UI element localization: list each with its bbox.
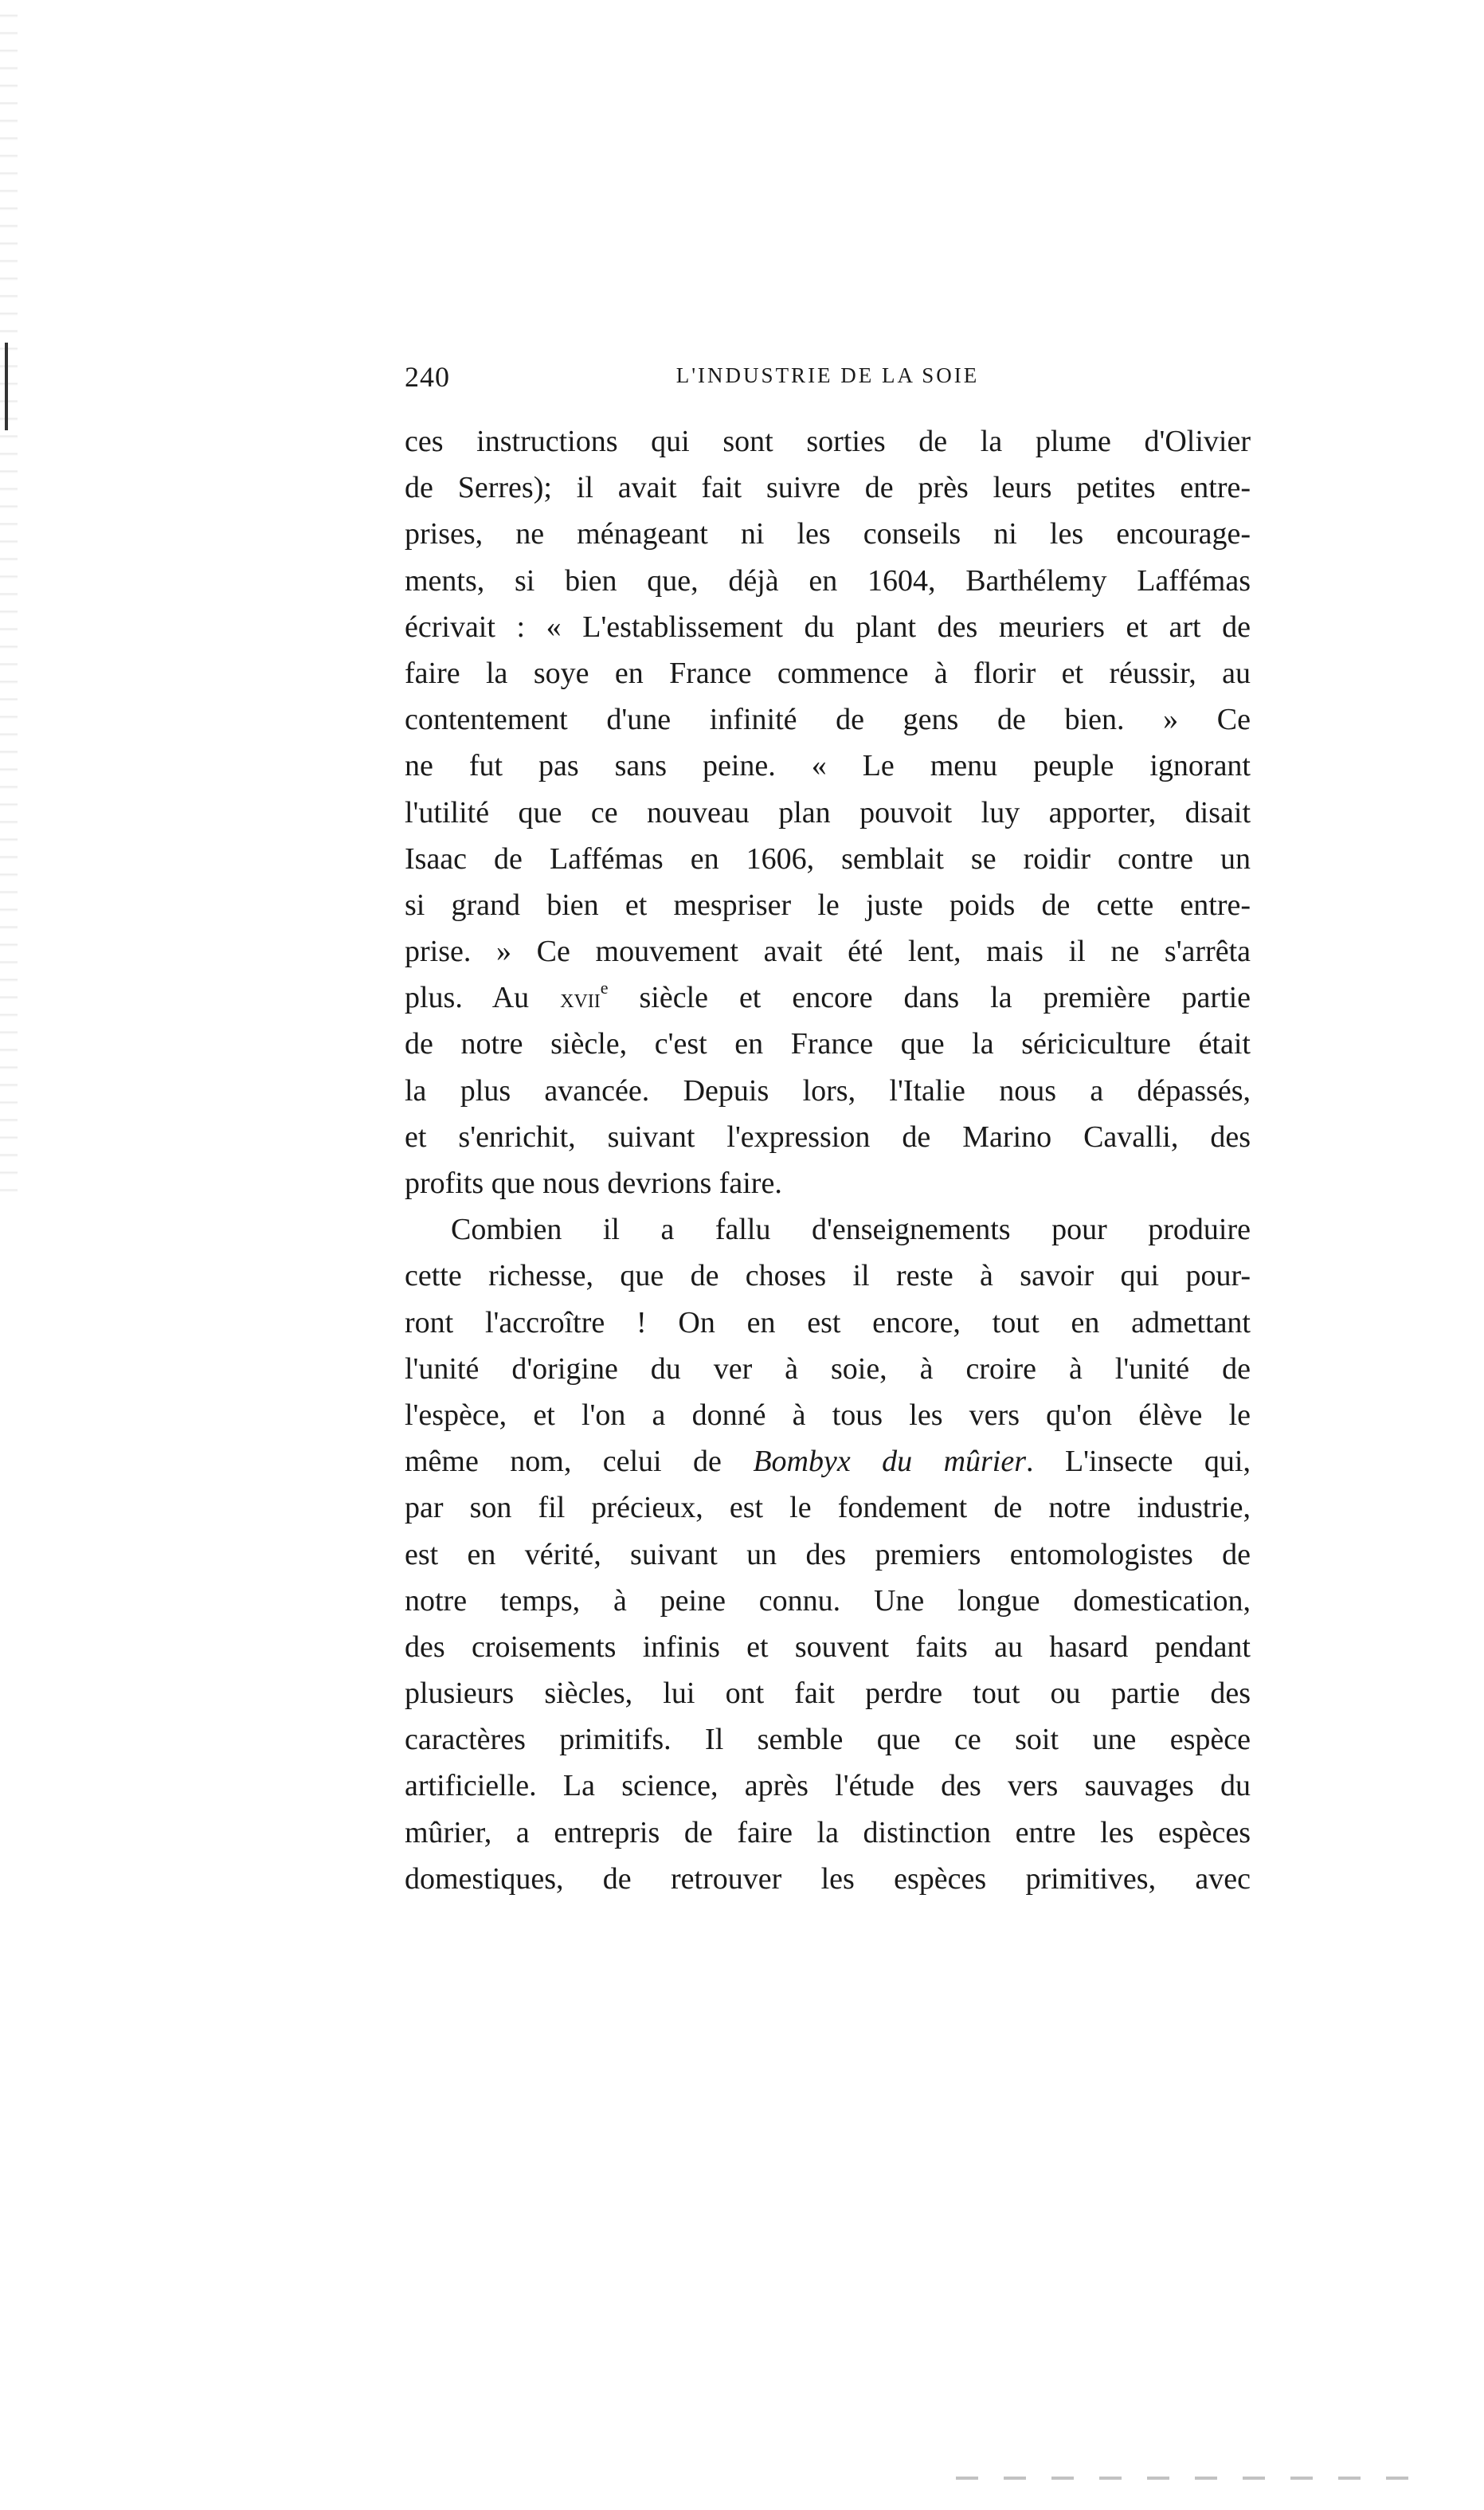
text-line: contentement d'une infinité de gens de bien. » Ce <box>405 703 1251 737</box>
century-numeral: xvii <box>560 984 601 1014</box>
scan-edge-artifact <box>0 0 18 1195</box>
text-line: écrivait : « L'establissement du plant des meuriers et art de <box>405 610 1251 644</box>
text-line: notre temps, à peine connu. Une longue domestication, <box>405 1583 1251 1618</box>
text-line: profits que nous devrions faire. <box>405 1167 782 1200</box>
text-line: ments, si bien que, déjà en 1604, Barthélemy Laffémas <box>405 563 1251 598</box>
text-line: prises, ne ménageant ni les conseils ni les encourage- <box>405 517 1251 551</box>
text-line: mûrier, a entrepris de faire la distinction entre les espèces <box>405 1815 1251 1849</box>
text-line: cette richesse, que de choses il reste à savoir qui pour- <box>405 1259 1251 1293</box>
running-title: L'INDUSTRIE DE LA SOIE <box>675 363 980 387</box>
text-line: l'utilité que ce nouveau plan pouvoit luy apporter, disait <box>405 795 1251 829</box>
century-superscript: e <box>600 978 609 998</box>
text-line: l'espèce, et l'on a donné à tous les vers qu'on élève le <box>405 1398 1251 1432</box>
text-line-century <box>405 975 1251 1021</box>
text-line: plusieurs siècles, lui ont fait perdre tout ou partie des <box>405 1677 1251 1711</box>
text-line: des croisements infinis et souvent faits au hasard pendant <box>405 1630 1251 1664</box>
text-line: ces instructions qui sont sorties de la plume d'Olivier <box>405 425 1251 458</box>
species-name: Bombyx du mûrier <box>753 1445 1027 1479</box>
text-line: la plus avancée. Depuis lors, l'Italie nous a dépassés, <box>405 1073 1251 1108</box>
text-line: ne fut pas sans peine. « Le menu peuple ignorant <box>405 749 1251 783</box>
text-line: par son fil précieux, est le fondement de notre industrie, <box>405 1491 1251 1525</box>
text-line: ront l'accroître ! On en est encore, tout en admettant <box>405 1305 1251 1339</box>
body-text <box>405 418 1251 1902</box>
text-line: prise. » Ce mouvement avait été lent, mais il ne s'arrêta <box>405 935 1251 969</box>
text-segment: même nom, celui de <box>405 1445 754 1479</box>
text-line: est en vérité, suivant un des premiers entomologistes de <box>405 1537 1251 1571</box>
text-line: l'unité d'origine du ver à soie, à croire à l'unité de <box>405 1351 1251 1386</box>
scan-edge-mark <box>5 343 8 430</box>
paragraph-start-line: Combien il a fallu d'enseignements pour produire <box>451 1213 1251 1247</box>
scan-footer-artifact <box>956 2477 1434 2480</box>
text-line: domestiques, de retrouver les espèces primitives, avec <box>405 1861 1251 1896</box>
text-segment: siècle et encore dans la première partie <box>608 981 1251 1015</box>
text-line: faire la soye en France commence à florir et réussir, au <box>405 656 1251 690</box>
text-line: si grand bien et mespriser le juste poids de cette entre- <box>405 888 1251 922</box>
text-line: caractères primitifs. Il semble que ce soit une espèce <box>405 1723 1251 1757</box>
text-line: de notre siècle, c'est en France que la sériciculture était <box>405 1027 1251 1061</box>
text-segment: plus. Au <box>405 981 561 1015</box>
running-head <box>405 360 1251 400</box>
text-line: de Serres); il avait fait suivre de près leurs petites entre- <box>405 471 1251 505</box>
text-segment: . L'insecte qui, <box>1026 1445 1251 1479</box>
text-line: artificielle. La science, après l'étude des vers sauvages du <box>405 1769 1251 1803</box>
text-line-bombyx <box>405 1438 1251 1484</box>
text-line: et s'enrichit, suivant l'expression de Marino Cavalli, des <box>405 1120 1251 1154</box>
page-number: 240 <box>405 361 450 393</box>
text-line: Isaac de Laffémas en 1606, semblait se roidir contre un <box>405 841 1251 876</box>
